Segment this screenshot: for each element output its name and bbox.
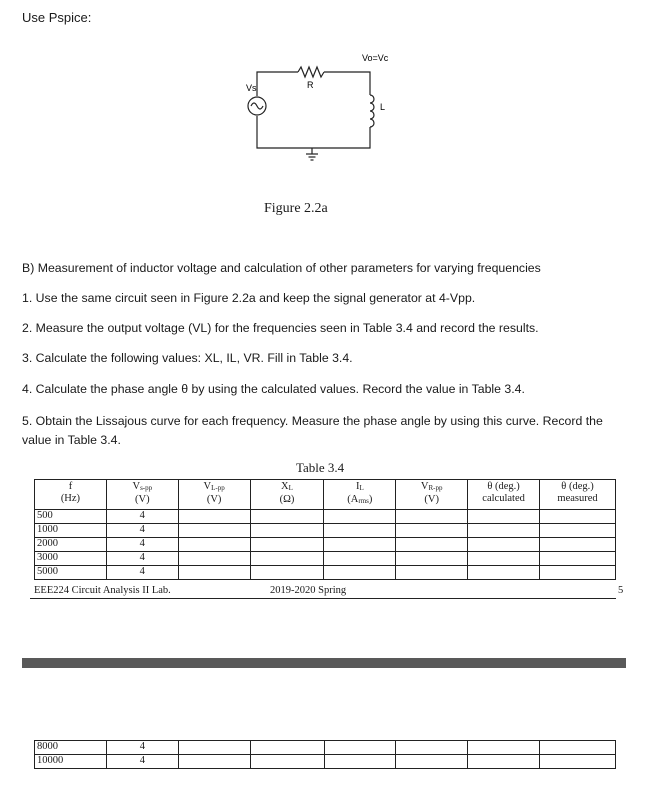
header-il: $I_L$ $(A_{rms})$ [324, 480, 396, 510]
resistor-label: R [307, 80, 314, 90]
cell-empty [468, 538, 540, 552]
footer-page-number: 5 [618, 585, 624, 596]
cell-vs: 4 [106, 566, 178, 580]
cell-empty [540, 552, 616, 566]
cell-empty [540, 538, 616, 552]
cell-empty [396, 524, 468, 538]
cell-empty [396, 755, 468, 769]
cell-empty [324, 510, 396, 524]
data-table [34, 479, 616, 580]
cell-f: 8000 [35, 741, 107, 755]
cell-f: 3000 [35, 552, 107, 566]
circuit-diagram [230, 50, 420, 165]
table-row [35, 510, 616, 524]
instruction-heading: B) Measurement of inductor voltage and calculation of other parameters for varying frequencies [22, 261, 541, 275]
inductor-symbol [370, 95, 374, 127]
instruction-step-2: 2. Measure the output voltage (VL) for the frequencies seen in Table 3.4 and record the results. [22, 321, 539, 335]
cell-empty [324, 538, 396, 552]
cell-empty [468, 755, 540, 769]
cell-f: 1000 [35, 524, 107, 538]
cell-empty [396, 538, 468, 552]
cell-empty [250, 552, 324, 566]
cell-empty [178, 755, 250, 769]
cell-empty [250, 755, 324, 769]
cell-empty [250, 510, 324, 524]
cell-empty [250, 538, 324, 552]
cell-empty [324, 755, 396, 769]
table-row [35, 741, 616, 755]
cell-empty [324, 552, 396, 566]
table-header-row [35, 480, 616, 510]
wire-right-bottom [257, 116, 370, 148]
inductor-label: L [380, 102, 386, 112]
header-vs: $V_{s-pp}$ (V) [106, 480, 178, 510]
cell-empty [178, 524, 250, 538]
table-title: Table 3.4 [296, 460, 345, 475]
figure-caption: Figure 2.2a [264, 201, 328, 216]
table-row [35, 566, 616, 580]
header-vl: $V_{L-pp}$ (V) [178, 480, 250, 510]
table-row [35, 524, 616, 538]
cell-empty [540, 755, 616, 769]
wire-left [257, 72, 298, 96]
source-label: Vs [246, 83, 257, 93]
cell-empty [396, 741, 468, 755]
instruction-step-4: 4. Calculate the phase angle θ by using the calculated values. Record the value in Table 3.4. [22, 382, 525, 396]
table-row [35, 755, 616, 769]
cell-empty [178, 510, 250, 524]
footer-course: EEE224 Circuit Analysis II Lab. [34, 585, 171, 596]
cell-vs: 4 [106, 552, 178, 566]
cell-empty [468, 566, 540, 580]
cell-f: 2000 [35, 538, 107, 552]
page-break-bar [22, 658, 626, 668]
cell-empty [324, 741, 396, 755]
cell-empty [540, 510, 616, 524]
cell-vs: 4 [106, 510, 178, 524]
header-text: Use Pspice: [22, 10, 92, 25]
cell-f: 10000 [35, 755, 107, 769]
cell-empty [468, 510, 540, 524]
instruction-step-1: 1. Use the same circuit seen in Figure 2.2a and keep the signal generator at 4-Vpp. [22, 291, 476, 305]
cell-empty [396, 552, 468, 566]
output-label: Vo=Vc [362, 53, 389, 63]
cell-empty [396, 566, 468, 580]
data-table-continued [34, 740, 616, 769]
cell-empty [540, 741, 616, 755]
cell-empty [540, 524, 616, 538]
header-xl: $X_L$ (Ω) [250, 480, 324, 510]
resistor-symbol [298, 67, 324, 77]
header-vr: $V_{R-pp}$ (V) [396, 480, 468, 510]
cell-empty [178, 552, 250, 566]
cell-vs: 4 [106, 741, 178, 755]
cell-empty [178, 538, 250, 552]
cell-f: 500 [35, 510, 107, 524]
cell-empty [468, 524, 540, 538]
cell-empty [178, 741, 250, 755]
cell-f: 5000 [35, 566, 107, 580]
cell-empty [396, 510, 468, 524]
cell-empty [324, 566, 396, 580]
cell-empty [468, 741, 540, 755]
instruction-step-5: 5. Obtain the Lissajous curve for each frequency. Measure the phase angle by using this curve. Record the value in Table 3.4. [22, 414, 603, 447]
header-theta-calculated: θ (deg.) calculated [468, 480, 540, 510]
header-f: f (Hz) [35, 480, 107, 510]
cell-empty [250, 524, 324, 538]
header-theta-measured: θ (deg.) measured [540, 480, 616, 510]
cell-empty [250, 741, 324, 755]
footer-rule [30, 598, 616, 599]
cell-empty [540, 566, 616, 580]
cell-empty [468, 552, 540, 566]
table-row [35, 538, 616, 552]
table-row [35, 552, 616, 566]
cell-vs: 4 [106, 538, 178, 552]
cell-vs: 4 [106, 755, 178, 769]
wire-top-right [324, 72, 370, 95]
footer-term: 2019-2020 Spring [270, 585, 347, 596]
cell-empty [178, 566, 250, 580]
cell-empty [324, 524, 396, 538]
cell-vs: 4 [106, 524, 178, 538]
instruction-step-3: 3. Calculate the following values: XL, IL, VR. Fill in Table 3.4. [22, 351, 353, 365]
cell-empty [250, 566, 324, 580]
